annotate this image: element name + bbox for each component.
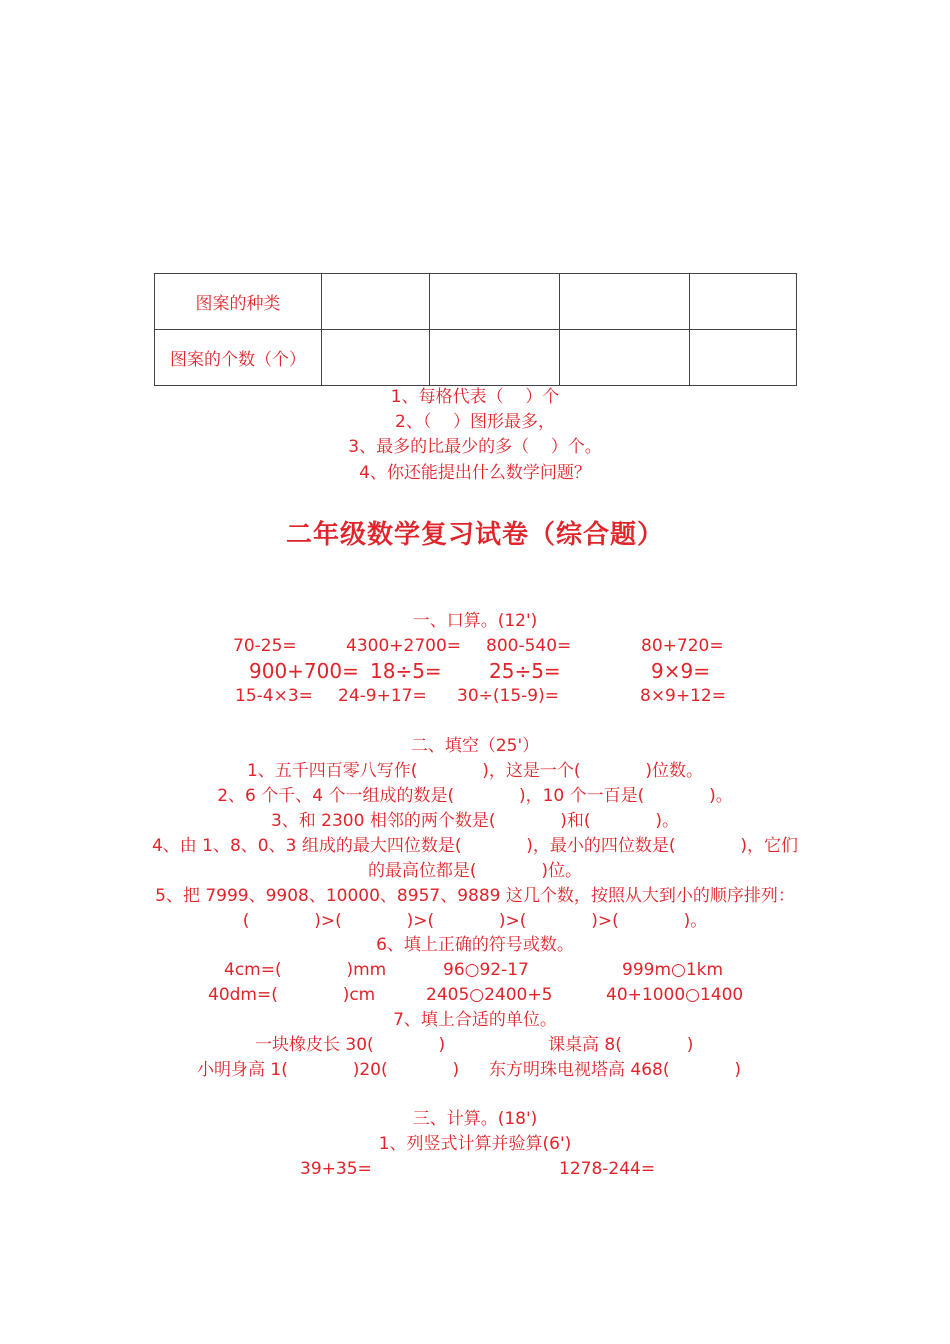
unit-fill-item: 小明身高 1( )20( ) <box>197 1060 460 1080</box>
page-title: 二年级数学复习试卷（综合题） <box>285 520 664 550</box>
mental-math-item: 24-9+17= <box>338 686 427 706</box>
table-cell-empty[interactable] <box>322 274 430 330</box>
table-cell-empty[interactable] <box>430 330 560 386</box>
table-row <box>155 274 797 330</box>
unit-fill-item: 课桌高 8( ) <box>548 1035 694 1055</box>
question-top-2: 2、（ ）图形最多， <box>395 412 555 432</box>
calc-item: 1278-244= <box>559 1159 656 1179</box>
statistics-table <box>154 273 797 386</box>
question-top-1: 1、每格代表（ ）个 <box>390 387 560 407</box>
mental-math-item: 4300+2700= <box>346 636 462 656</box>
fill-question-5-cont: ( )>( )>( )>( )>( )。 <box>242 911 708 931</box>
calc-question-1: 1、列竖式计算并验算(6') <box>378 1134 572 1154</box>
fill-question-5: 5、把 7999、9908、10000、8957、9889 这几个数，按照从大到小的顺序排列： <box>155 886 795 906</box>
unit-item: 4cm=( )mm <box>224 960 387 980</box>
compare-item: 2405○2400+5 <box>426 985 553 1005</box>
mental-math-item: 9×9= <box>651 659 710 683</box>
table-cell-empty[interactable] <box>690 330 797 386</box>
calc-item: 39+35= <box>300 1159 372 1179</box>
table-cell-label: 图案的个数（个） <box>155 330 322 386</box>
compare-item: 999m○1km <box>622 960 724 980</box>
mental-math-item: 25÷5= <box>489 659 561 683</box>
mental-math-item: 8×9+12= <box>640 686 726 706</box>
fill-question-2: 2、6 个千、4 个一组成的数是( )，10 个一百是( )。 <box>217 786 733 806</box>
compare-item: 96○92-17 <box>443 960 529 980</box>
section1-heading: 一、口算。(12') <box>412 611 538 631</box>
question-top-3: 3、最多的比最少的多（ ）个。 <box>348 437 602 457</box>
mental-math-item: 70-25= <box>233 636 297 656</box>
mental-math-item: 18÷5= <box>370 659 442 683</box>
compare-item: 40+1000○1400 <box>606 985 744 1005</box>
mental-math-item: 80+720= <box>641 636 724 656</box>
table-cell-empty[interactable] <box>560 330 690 386</box>
fill-question-7: 7、填上合适的单位。 <box>393 1010 557 1030</box>
table-row <box>155 330 797 386</box>
mental-math-item: 800-540= <box>486 636 572 656</box>
question-top-4: 4、你还能提出什么数学问题？ <box>359 463 591 483</box>
table-cell-empty[interactable] <box>322 330 430 386</box>
fill-question-6: 6、填上正确的符号或数。 <box>376 935 574 955</box>
table-cell-label: 图案的种类 <box>155 274 322 330</box>
table-cell-empty[interactable] <box>430 274 560 330</box>
table-cell-empty[interactable] <box>690 274 797 330</box>
fill-question-1: 1、五千四百零八写作( )，这是一个( )位数。 <box>246 761 704 781</box>
unit-fill-item: 东方明珠电视塔高 468( ) <box>489 1060 741 1080</box>
fill-question-4: 4、由 1、8、0、3 组成的最大四位数是( )，最小的四位数是( )，它们 <box>151 836 799 856</box>
section2-heading: 二、填空（25'） <box>410 736 540 756</box>
fill-question-4-cont: 的最高位都是( )位。 <box>367 861 583 881</box>
mental-math-item: 30÷(15-9)= <box>457 686 559 706</box>
mental-math-item: 900+700= <box>249 659 359 683</box>
table-cell-empty[interactable] <box>560 274 690 330</box>
fill-question-3: 3、和 2300 相邻的两个数是( )和( )。 <box>270 811 680 831</box>
unit-fill-item: 一块橡皮长 30( ) <box>255 1035 446 1055</box>
mental-math-item: 15-4×3= <box>235 686 313 706</box>
unit-item: 40dm=( )cm <box>208 985 376 1005</box>
section3-heading: 三、计算。(18') <box>412 1109 538 1129</box>
